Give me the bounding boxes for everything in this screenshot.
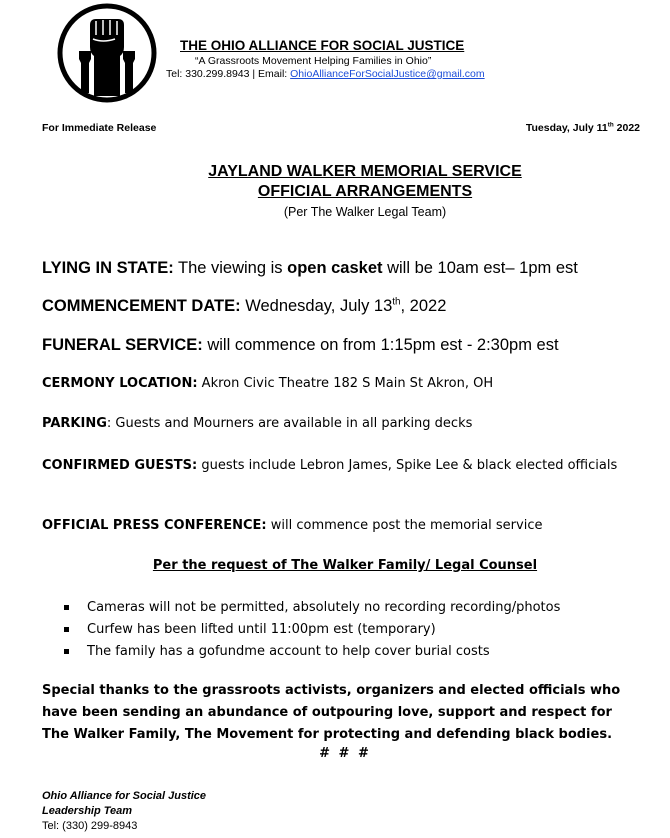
release-date: Tuesday, July 11th 2022 <box>525 121 640 134</box>
org-tagline: “A Grassroots Movement Helping Families in Ohio” <box>195 55 432 67</box>
list-item: Curfew has been lifted until 11:00pm est (temporary) <box>64 619 560 641</box>
org-name: THE OHIO ALLIANCE FOR SOCIAL JUSTICE <box>180 38 465 53</box>
press-conference: OFFICIAL PRESS CONFERENCE: will commence post the memorial service <box>42 518 543 533</box>
email-link[interactable]: OhioAllianceForSocialJustice@gmail.com <box>290 68 485 80</box>
page-title-line2: OFFICIAL ARRANGEMENTS <box>257 183 473 200</box>
signature-tel: Tel: (330) 299-8943 <box>42 820 138 832</box>
funeral-service: FUNERAL SERVICE: will commence on from 1:15pm est - 2:30pm est <box>42 336 559 354</box>
end-mark: # # # <box>319 746 371 761</box>
ceremony-location: CERMONY LOCATION: Akron Civic Theatre 182 S Main St Akron, OH <box>42 376 494 391</box>
request-list <box>64 597 560 663</box>
org-tel: Tel: 330.299.8943 | Email: <box>166 68 291 80</box>
confirmed-guests: CONFIRMED GUESTS: guests include Lebron James, Spike Lee & black elected officials <box>42 458 618 473</box>
org-contact <box>166 68 485 80</box>
list-item: Cameras will not be permitted, absolutely no recording recording/photos <box>64 597 560 619</box>
list-item: The family has a gofundme account to help cover burial costs <box>64 641 560 663</box>
parking: PARKING: Guests and Mourners are available in all parking decks <box>42 416 473 431</box>
thanks-paragraph: Special thanks to the grassroots activists, organizers and elected officials who have been sending an abundance of outpouring love, support and respect for The Walker Family, The Movement for protecting and defending black bodies. <box>42 683 621 742</box>
request-heading: Per the request of The Walker Family/ Legal Counsel <box>152 558 538 573</box>
raised-fists-icon <box>57 3 157 103</box>
release-label: For Immediate Release <box>42 122 157 134</box>
signature-team: Leadership Team <box>42 805 133 817</box>
lying-in-state: LYING IN STATE: The viewing is open casket will be 10am est– 1pm est <box>42 259 578 277</box>
page-title: JAYLAND WALKER MEMORIAL SERVICE <box>208 163 522 180</box>
commencement-date: COMMENCEMENT DATE: Wednesday, July 13th, 2022 <box>42 296 447 315</box>
signature-org: Ohio Alliance for Social Justice <box>42 790 207 802</box>
page-subtitle: (Per The Walker Legal Team) <box>283 205 447 219</box>
